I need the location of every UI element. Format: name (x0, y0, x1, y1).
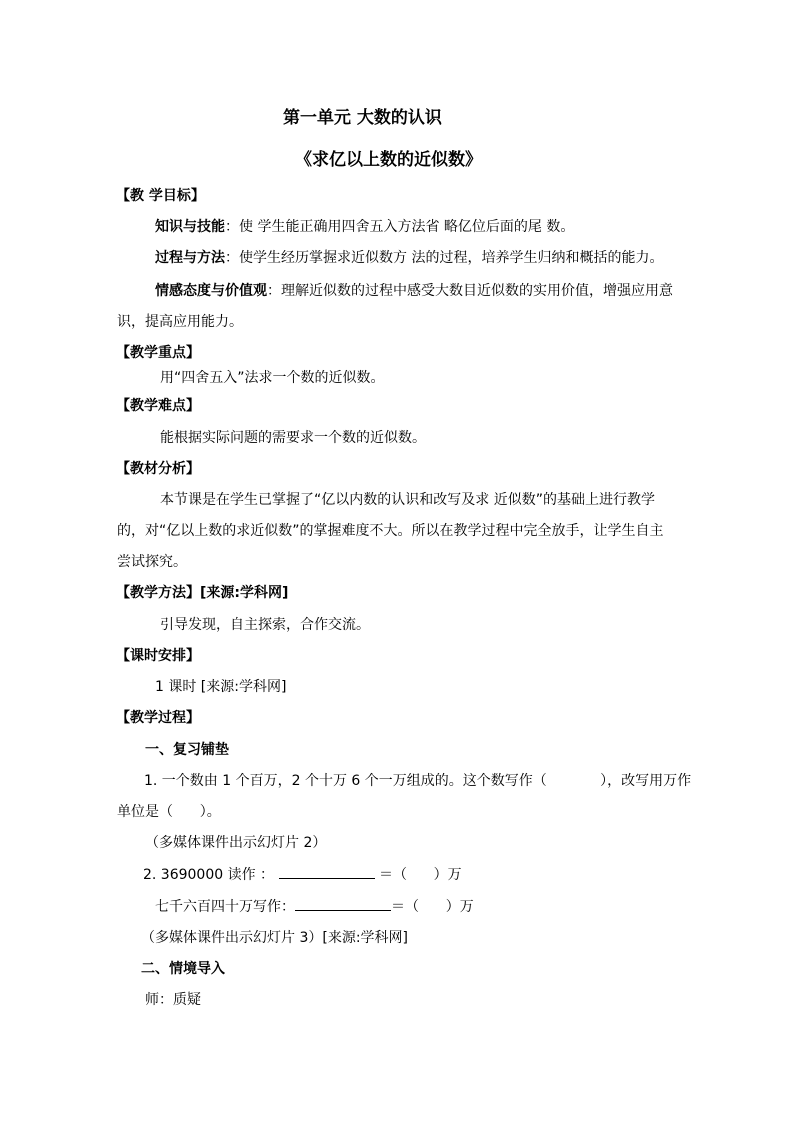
goal-emotion-text: ：理解近似数的过程中感受大数目近似数的实用价值，增强应用意 (267, 283, 673, 299)
slide-2-note: （多媒体课件出示幻灯片 2） (145, 835, 327, 851)
question-2b-prefix: 七千六百四十万写作： (155, 899, 295, 915)
process-heading: 【教学过程】 (116, 710, 200, 726)
question-1-line-1: 1. 一个数由 1 个百万，2 个十万 6 个一万组成的。这个数写作（ ），改写用万作 (144, 773, 692, 789)
question-1-line-2: 单位是（ ）。 (117, 804, 221, 820)
difficulty-heading: 【教学难点】 (116, 398, 200, 414)
goal-knowledge-label: 知识与技能 (155, 219, 225, 235)
question-2a-prefix: 2. 3690000 读作 ： (143, 867, 275, 883)
schedule-heading: 【课时安排】 (116, 648, 200, 664)
goal-emotion (155, 281, 673, 301)
method-text: 引导发现，自主探索，合作交流。 (160, 617, 370, 633)
goal-knowledge-text: ：使 学生能正确用四舍五入方法省 略亿位后面的尾 数。 (225, 219, 575, 235)
teacher-line: 师：质疑 (145, 992, 201, 1008)
difficulty-text: 能根据实际问题的需要求一个数的近似数。 (160, 430, 426, 446)
question-2a-suffix: ＝（ ）万 (378, 867, 462, 883)
method-heading: 【教学方法】[来源:学科网] (116, 585, 289, 601)
question-2a (143, 864, 462, 885)
section2-heading: 二、情境导入 (141, 961, 225, 977)
answer-blank[interactable] (279, 864, 375, 879)
analysis-heading: 【教材分析】 (116, 461, 200, 477)
doc-subtitle: 《求亿以上数的近似数》 (295, 150, 482, 170)
analysis-text-3: 尝试探究。 (117, 554, 187, 570)
goal-process-label: 过程与方法 (155, 250, 225, 266)
goal-emotion-label: 情感态度与价值观 (155, 283, 267, 299)
section1-heading: 一、复习铺垫 (145, 742, 229, 758)
question-2b-suffix: ＝（ ）万 (391, 899, 474, 915)
schedule-text: 1 课时 [来源:学科网] (155, 679, 287, 695)
focus-text: 用“四舍五入”法求一个数的近似数。 (160, 370, 385, 386)
answer-blank[interactable] (295, 896, 391, 911)
doc-title: 第一单元 大数的认识 (283, 108, 442, 128)
analysis-text-2: 的，对“亿以上数的求近似数”的掌握难度不大。所以在教学过程中完全放手，让学生自主 (117, 523, 664, 539)
goal-emotion-text-cont: 识，提高应用能力。 (117, 314, 243, 330)
slide-3-note: （多媒体课件出示幻灯片 3）[来源:学科网] (141, 930, 408, 946)
goal-knowledge (155, 217, 574, 237)
analysis-text-1: 本节课是在学生已掌握了“亿以内数的认识和改写及求 近似数”的基础上进行教学 (160, 492, 655, 508)
goal-process-text: ：使学生经历掌握求近似数方 法的过程，培养学生归纳和概括的能力。 (225, 250, 664, 266)
goal-process (155, 248, 663, 268)
focus-heading: 【教学重点】 (116, 345, 200, 361)
question-2b (155, 896, 474, 917)
goals-heading: 【教 学目标】 (116, 188, 205, 204)
